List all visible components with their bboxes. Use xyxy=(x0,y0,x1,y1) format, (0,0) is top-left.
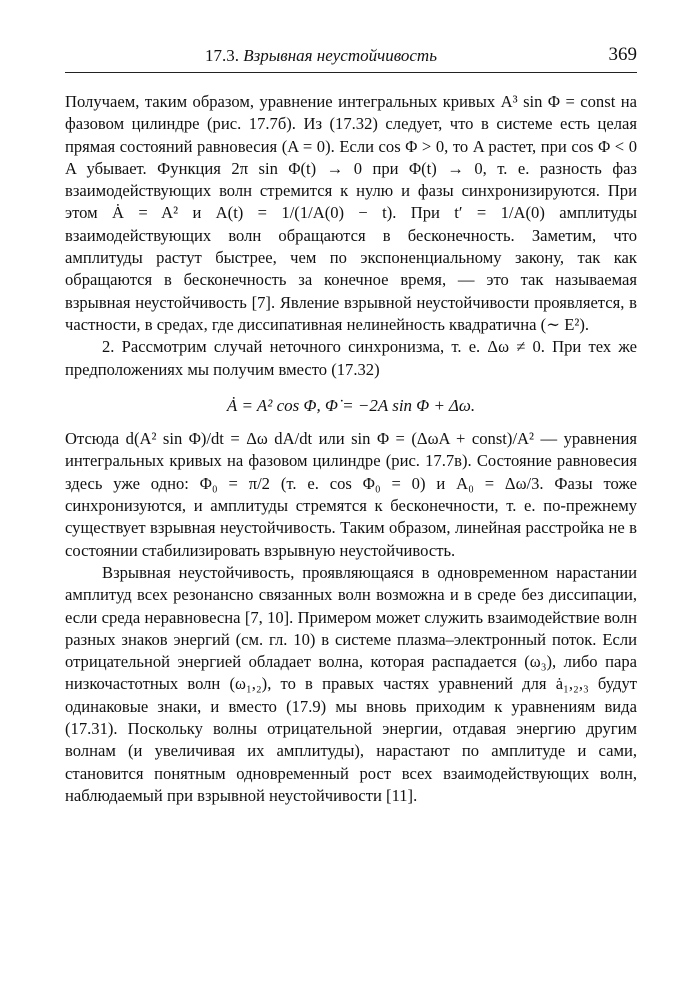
display-equation: Ȧ = A² cos Φ, Φ̇ = −2A sin Φ + Δω. xyxy=(226,395,476,415)
paragraph-1: Получаем, таким образом, уравнение интегральных кривых A³ sin Φ = const на фазовом цилиндре (рис. 17.7б). Из (17.32) следует, что в системе есть целая прямая состояний равновесия (A = 0). Если cos Φ > 0, то A растет, при cos Φ < 0 A убывает. Функция 2π sin Φ(t) → 0 при Φ(t) → 0, т. е. разность фаз взаимодействующих волн стремится к нулю и фазы синхронизируются. При этом Ȧ = A² и A(t) = 1/(1/A(0) − t). При t′ = 1/A(0) амплитуды взаимодействующих волн обращаются в бесконечность. Заметим, что амплитуды растут быстрее, чем по экспоненциальному закону, так как обращаются в бесконечность за конечное время, — это так называемая взрывная неустойчивость [7]. Явление взрывной неустойчивости проявляется, в частности, в средах, где диссипативная нелинейность квадратична (∼ E²). xyxy=(65,92,637,334)
paragraph-3: Отсюда d(A² sin Φ)/dt = Δω dA/dt или sin Φ = (ΔωA + const)/A² — уравнения интегральных кривых на фазовом цилиндре (рис. 17.7в). Состояние равновесия здесь уже одно: Φ₀ = π/2 (т. е. cos Φ₀ = 0) и A₀ = Δω/3. Фазы тоже синхронизуются, и амплитуды стремятся к бесконечности, т. е. по-прежнему существует взрывная неустойчивость. Таким образом, линейная расстройка не в состоянии стабилизировать взрывную неустойчивость. xyxy=(65,429,637,560)
page-body xyxy=(65,91,637,807)
paragraph-2: 2. Рассмотрим случай неточного синхронизма, т. е. Δω ≠ 0. При тех же предположениях мы получим вместо (17.32) xyxy=(65,337,637,379)
section-number: 17.3. xyxy=(205,46,240,65)
header-rule xyxy=(65,72,637,73)
page-number: 369 xyxy=(608,44,637,65)
paragraph-4: Взрывная неустойчивость, проявляющаяся в одновременном нарастании амплитуд всех резонансно связанных волн возможна и в среде без диссипации, если среда неравновесна [7, 10]. Примером может служить взаимодействие волн разных знаков энергий (см. гл. 10) в системе плазма–электронный поток. Если отрицательной энергией обладает волна, которая распадается (ω₃), либо пара низкочастотных волн (ω₁,₂), то в правых частях уравнений для ȧ₁,₂,₃ будут одинаковые знаки, и вместо (17.9) мы вновь приходим к уравнениям вида (17.31). Поскольку волны отрицательной энергии, отдавая энергию другим волнам (и увеличивая их амплитуды), нарастают по амплитуде и сами, становится понятным одновременный рост всех взаимодействующих волн, наблюдаемый при взрывной неустойчивости [11]. xyxy=(65,562,637,805)
running-header xyxy=(65,44,637,72)
section-title: Взрывная неустойчивость xyxy=(243,46,437,65)
section-heading xyxy=(65,46,577,66)
